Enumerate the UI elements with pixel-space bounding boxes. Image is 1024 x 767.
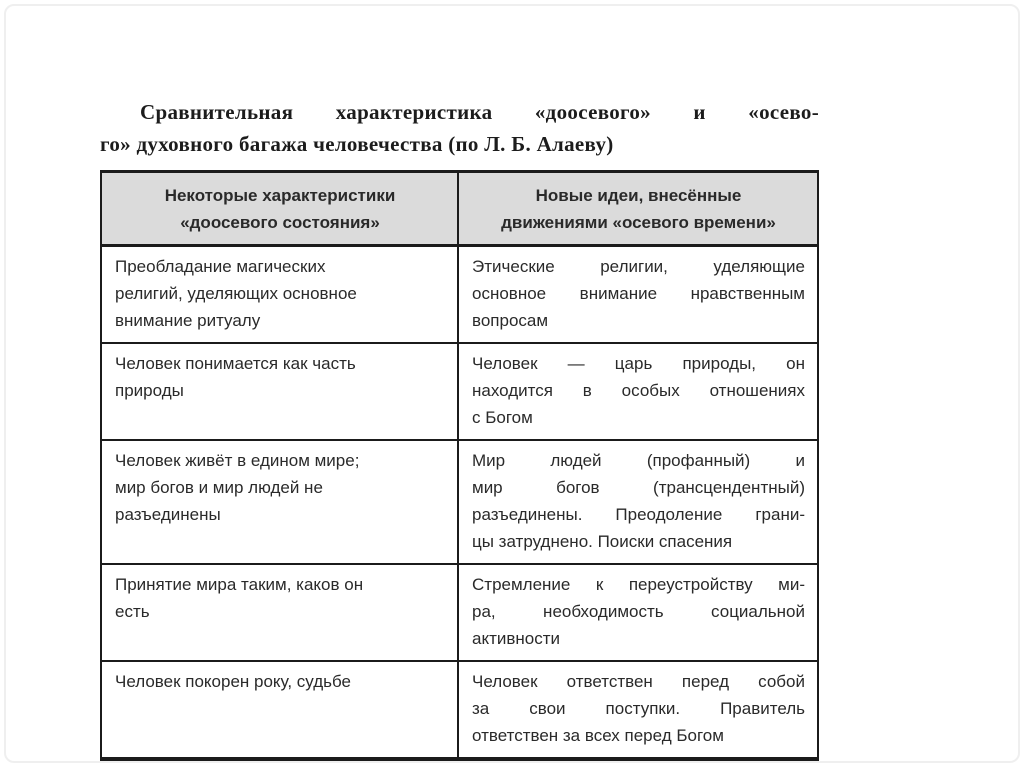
text-line: «доосевого состояния» (180, 213, 380, 232)
text-line: Человек живёт в едином мире; (115, 451, 360, 470)
table-cell-axial (459, 344, 817, 439)
table-cell-axial (459, 441, 817, 563)
text-line: с Богом (472, 408, 533, 427)
table-cell-preaxial (102, 565, 459, 660)
text-line: Человек понимается как часть (115, 354, 356, 373)
text-line: го» духовного багажа человечества (по Л. Б. Алаеву) (100, 132, 614, 156)
page-title (100, 96, 819, 160)
text-line: Преобладание магических (115, 257, 326, 276)
text-line: Принятие мира таким, каков он (115, 575, 364, 594)
text-line: цы затруднено. Поиски спасения (472, 532, 733, 551)
text-line: Человек ответствен перед собой (472, 672, 805, 691)
table-cell-preaxial (102, 441, 459, 563)
text-line: Этические религии, уделяющие (472, 257, 805, 276)
text-line: Стремление к переустройству ми- (472, 575, 805, 594)
text-line: Некоторые характеристики (164, 186, 396, 205)
table-cell-axial (459, 247, 817, 342)
text-line: природы (115, 381, 184, 400)
table-row (102, 342, 817, 439)
text-line: находится в особых отношениях (472, 381, 805, 400)
table-row (102, 660, 817, 757)
table-cell-axial (459, 565, 817, 660)
text-line: Человек — царь природы, он (472, 354, 805, 373)
text-line: Человек покорен року, судьбе (115, 672, 351, 691)
text-line: Мир людей (профанный) и (472, 451, 805, 470)
text-line: разъединены. Преодоление грани- (472, 505, 805, 524)
text-line: ответствен за всех перед Богом (472, 726, 724, 745)
text-line: религий, уделяющих основное (115, 284, 357, 303)
table-cell-axial (459, 662, 817, 757)
text-line: ра, необходимость социальной (472, 602, 805, 621)
text-line: за свои поступки. Правитель (472, 699, 805, 718)
text-line: разъединены (115, 505, 221, 524)
text-line: мир богов и мир людей не (115, 478, 323, 497)
text-line: движениями «осевого времени» (501, 213, 776, 232)
text-line: Сравнительная характеристика «доосевого» и «осево- (140, 100, 819, 124)
table-header-preaxial (102, 173, 459, 244)
table-header-axial (459, 173, 817, 244)
text-line: основное внимание нравственным (472, 284, 805, 303)
table-body (102, 247, 817, 757)
table-cell-preaxial (102, 344, 459, 439)
table-cell-preaxial (102, 247, 459, 342)
table-cell-preaxial (102, 662, 459, 757)
text-line: вопросам (472, 311, 549, 330)
text-line: активности (472, 629, 561, 648)
text-line: внимание ритуалу (115, 311, 261, 330)
text-line: Новые идеи, внесённые (535, 186, 742, 205)
table-row (102, 247, 817, 342)
table-header-row (102, 173, 817, 247)
text-line: мир богов (трансцендентный) (472, 478, 805, 497)
table-row (102, 563, 817, 660)
comparison-table (100, 170, 819, 761)
text-line: есть (115, 602, 150, 621)
table-row (102, 439, 817, 563)
